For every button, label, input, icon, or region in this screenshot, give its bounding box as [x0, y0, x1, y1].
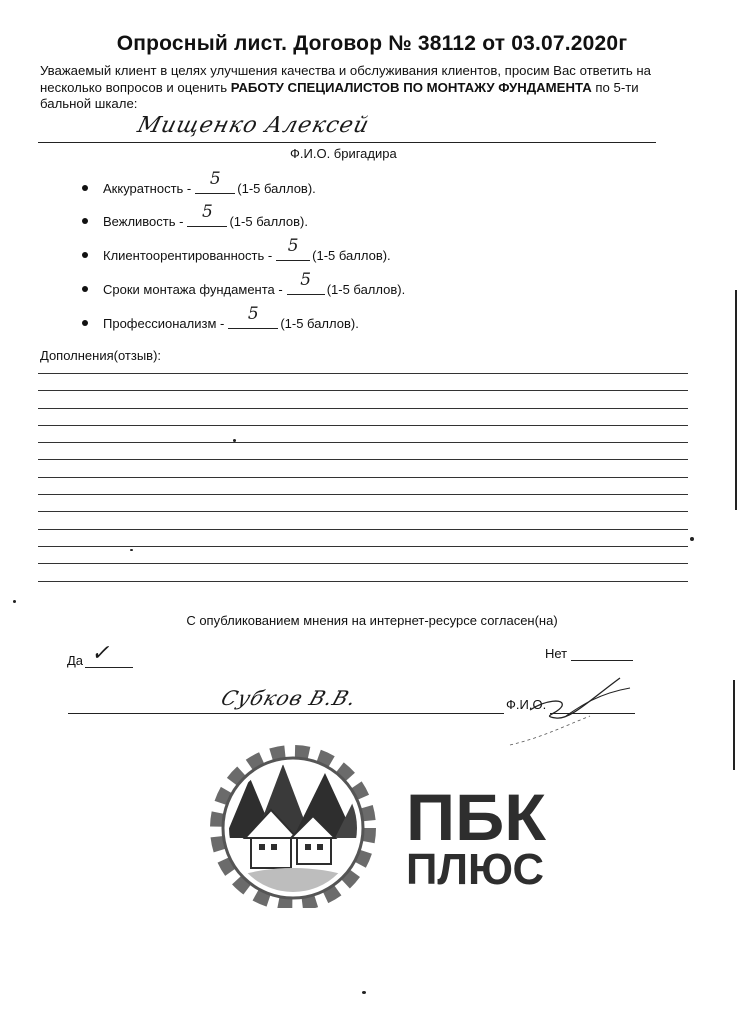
feedback-line[interactable]	[38, 581, 688, 582]
rating-suffix: (1-5 баллов).	[237, 181, 316, 196]
consent-text: С опубликованием мнения на интернет-ресурсе согласен(на)	[186, 613, 558, 628]
feedback-line[interactable]	[38, 459, 688, 460]
signature-scribble-icon	[470, 670, 640, 760]
feedback-label: Дополнения(отзыв):	[40, 348, 162, 363]
rating-suffix: (1-5 баллов).	[229, 214, 308, 229]
company-logo-wordmark	[400, 780, 560, 900]
consent-no[interactable]	[545, 646, 633, 661]
foreman-caption: Ф.И.О. бригадира	[290, 146, 397, 161]
feedback-line[interactable]	[38, 529, 688, 530]
feedback-line[interactable]	[38, 442, 688, 443]
bullet-icon	[82, 185, 88, 191]
rating-field-accuracy[interactable]: 5	[195, 175, 235, 194]
feedback-line[interactable]	[38, 511, 688, 512]
logo-line1: ПБК	[406, 780, 547, 854]
intro-text	[40, 63, 680, 113]
client-signature-handwritten: Субков В.В.	[218, 686, 361, 710]
rating-field-professionalism[interactable]: 5	[228, 310, 278, 329]
intro-text-part2: по 5-ти бальной шкале:	[40, 79, 639, 111]
signature-line[interactable]	[68, 713, 504, 714]
bullet-icon	[82, 218, 88, 224]
rating-item-client-orientation	[82, 236, 391, 263]
foreman-handwritten-name: Мищенко Алексей	[134, 113, 373, 138]
rating-item-professionalism	[82, 304, 359, 331]
scan-speck	[13, 600, 16, 603]
bullet-icon	[82, 320, 88, 326]
rating-field-deadlines[interactable]: 5	[287, 276, 325, 295]
feedback-line[interactable]	[38, 408, 688, 409]
rating-item-accuracy	[82, 169, 316, 196]
intro-text-part1: Уважаемый клиент в целях улучшения качества и обслуживания клиентов, просим Вас ответить на несколько вопросов и оценить	[40, 63, 652, 95]
feedback-line[interactable]	[38, 373, 688, 374]
scan-speck	[130, 549, 133, 551]
foreman-name-line[interactable]	[38, 142, 656, 143]
no-field[interactable]	[571, 646, 633, 661]
consent-yes[interactable]	[67, 641, 133, 668]
no-label: Нет	[545, 646, 568, 661]
bullet-icon	[82, 286, 88, 292]
feedback-line[interactable]	[38, 425, 688, 426]
feedback-line[interactable]	[38, 390, 688, 391]
rating-label: Сроки монтажа фундамента -	[103, 282, 283, 297]
rating-suffix: (1-5 баллов).	[280, 316, 359, 331]
rating-label: Клиентоорентированность -	[103, 248, 273, 263]
logo-line2: ПЛЮС	[406, 845, 544, 894]
scan-speck	[690, 537, 694, 541]
fio-label: Ф.И.О.	[506, 697, 547, 712]
rating-item-deadlines	[82, 270, 406, 297]
feedback-line[interactable]	[38, 546, 688, 547]
feedback-lines[interactable]	[38, 373, 688, 598]
yes-label: Да	[67, 653, 84, 668]
rating-field-client-orientation[interactable]: 5	[276, 242, 310, 261]
scan-edge-mark	[733, 680, 735, 770]
bullet-icon	[82, 252, 88, 258]
rating-suffix: (1-5 баллов).	[326, 282, 406, 297]
intro-bold-subject: РАБОТУ СПЕЦИАЛИСТОВ ПО МОНТАЖУ ФУНДАМЕНТА	[230, 79, 592, 95]
scan-speck	[362, 991, 366, 994]
feedback-line[interactable]	[38, 477, 688, 478]
yes-field[interactable]	[85, 641, 133, 668]
feedback-line[interactable]	[38, 563, 688, 564]
rating-suffix: (1-5 баллов).	[312, 248, 391, 263]
rating-label: Аккуратность -	[103, 181, 192, 196]
page-title: Опросный лист. Договор № 38112 от 03.07.2020г	[116, 32, 628, 55]
rating-field-politeness[interactable]: 5	[187, 208, 227, 227]
feedback-line[interactable]	[38, 494, 688, 495]
scan-speck	[233, 439, 236, 442]
rating-item-politeness	[82, 202, 308, 229]
scan-edge-mark	[735, 290, 737, 510]
checkmark-icon: ✓	[91, 641, 110, 666]
rating-label: Профессионализм -	[103, 316, 225, 331]
rating-label: Вежливость -	[103, 214, 184, 229]
company-logo-emblem	[205, 728, 385, 908]
